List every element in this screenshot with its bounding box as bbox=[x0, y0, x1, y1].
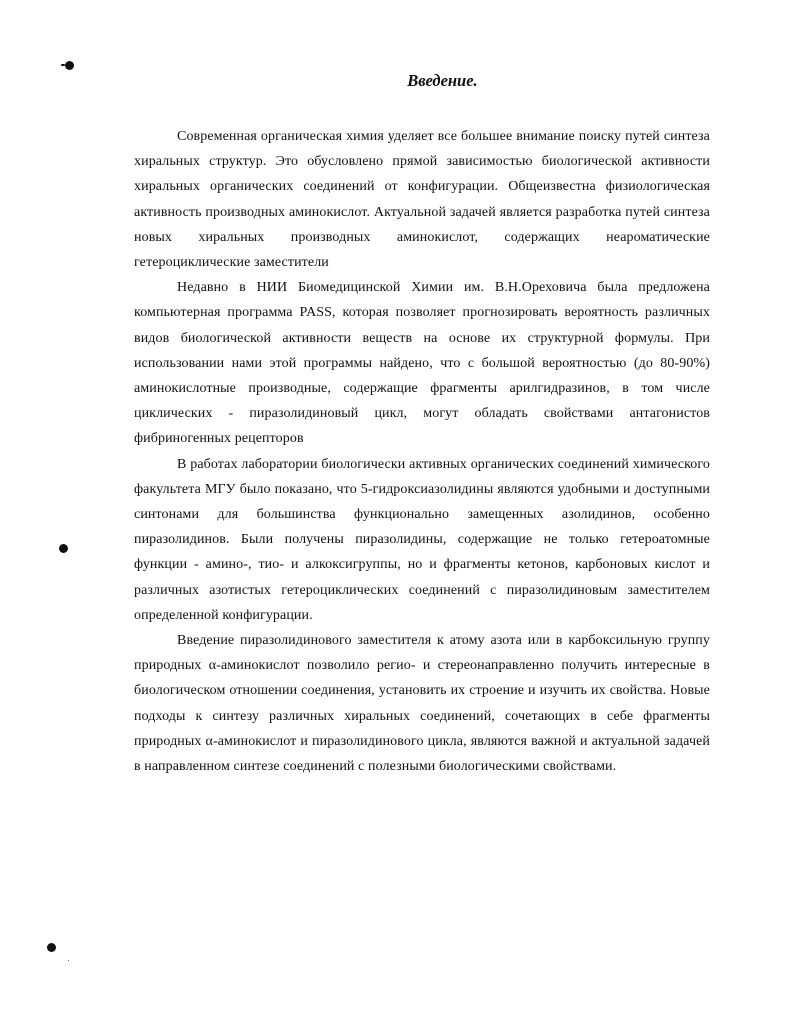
paragraph-3: В работах лаборатории биологически активных органических соединений химического факультета МГУ было показано, что 5-гидроксиазолидины являются удобными и доступными синтонами для большинства функционально замещенных азолидинов, особенно пиразолидинов. Были получены пиразолидины, содержащие не только гетероатомные функции - амино-, тио- и алкоксигруппы, но и фрагменты кетонов, карбоновых кислот и различных азотистых гетероциклических соединений с пиразолидиновым заместителем определенной конфигурации. bbox=[134, 456, 710, 623]
paragraph-1: Современная органическая химия уделяет все большее внимание поиску путей синтеза хиральных структур. Это обусловлено прямой зависимостью биологической активности хиральных органических соединений от конфигурации. Общеизвестна физиологическая активность производных аминокислот. Актуальной задачей является разработка путей синтеза новых хиральных производных аминокислот, содержащих неароматические гетероциклические заместители bbox=[134, 129, 710, 271]
page-title: Введение. bbox=[407, 71, 478, 90]
binding-hole-mark bbox=[59, 544, 68, 553]
binding-hole-mark bbox=[47, 943, 56, 952]
body-text bbox=[134, 124, 710, 779]
paragraph-2: Недавно в НИИ Биомедицинской Химии им. В.Н.Ореховича была предложена компьютерная программа PASS, которая позволяет прогнозировать вероятность различных видов биологической активности веществ на основе их структурной формулы. При использовании нами этой программы найдено, что с большой вероятностью (до 80-90%) аминокислотные производные, содержащие фрагменты арилгидразинов, в том числе циклических - пиразолидиновый цикл, могут обладать свойствами антагонистов фибриногенных рецепторов bbox=[134, 280, 710, 447]
paragraph-4: Введение пиразолидинового заместителя к атому азота или в карбоксильную группу природных α-аминокислот позволило регио- и стереонаправленно получить интересные в биологическом отношении соединения, установить их строение и изучить их свойства. Новые подходы к синтезу различных хиральных соединений, сочетающих в себе фрагменты природных α-аминокислот и пиразолидинового цикла, являются важной и актуальной задачей в направленном синтезе соединений с полезными биологическими свойствами. bbox=[134, 633, 710, 775]
binding-hole-mark bbox=[65, 61, 74, 70]
binding-hole-mark-tail bbox=[61, 64, 65, 66]
scan-speck bbox=[68, 960, 69, 961]
